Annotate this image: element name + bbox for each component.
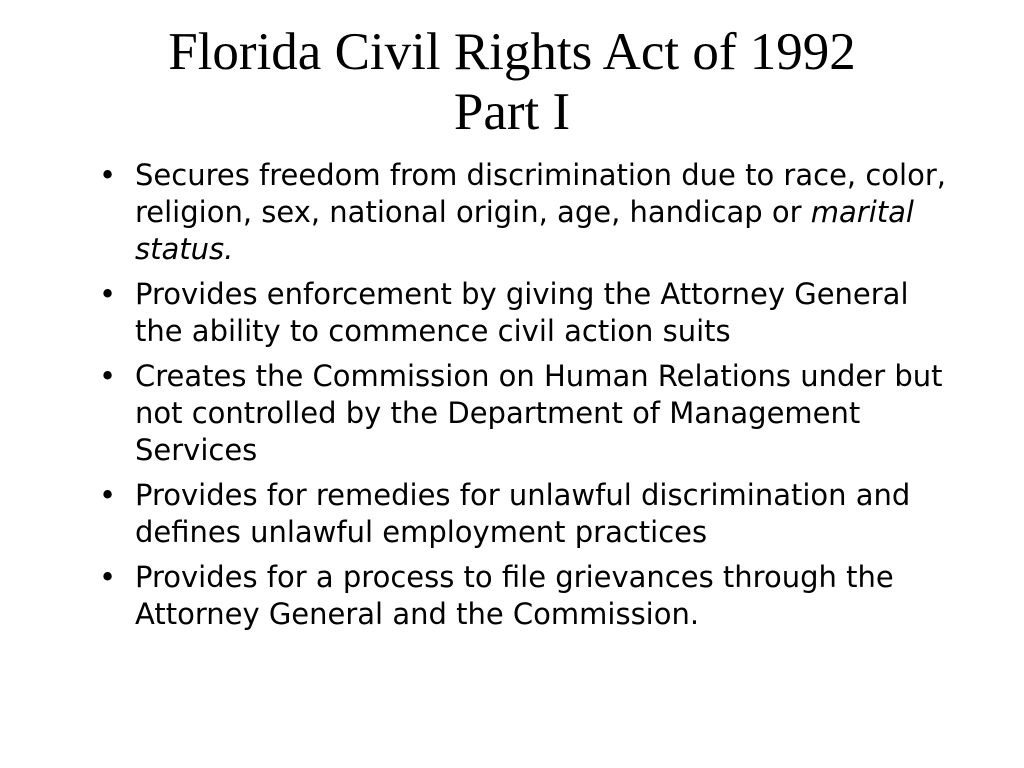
slide-title-line-2: Part I <box>453 83 571 141</box>
bullet-text: Creates the Commission on Human Relations under but not controlled by the Department of Management Services <box>135 359 943 467</box>
bullet-text: Provides for a process to file grievances through the Attorney General and the Commission. <box>135 560 894 631</box>
slide-title-line-1: Florida Civil Rights Act of 1992 <box>168 23 856 81</box>
bullet-item <box>97 477 957 551</box>
bullet-emphasis-text: marital status. <box>135 195 914 266</box>
bullet-icon: • <box>99 478 117 512</box>
bullet-text: Secures freedom from discrimination due to race, color, religion, sex, national origin, age, handicap or <box>135 158 946 229</box>
bullet-icon: • <box>99 560 117 594</box>
bullet-icon: • <box>99 158 117 192</box>
bullet-icon: • <box>99 277 117 311</box>
bullet-text: Provides enforcement by giving the Attorney General the ability to commence civil action suits <box>135 277 909 348</box>
bullet-list <box>97 157 957 641</box>
bullet-text: Provides for remedies for unlawful discrimination and defines unlawful employment practices <box>135 478 911 549</box>
bullet-icon: • <box>99 359 117 393</box>
bullet-item <box>97 276 957 350</box>
bullet-item <box>97 559 957 633</box>
bullet-item <box>97 358 957 469</box>
slide-title <box>0 22 1024 142</box>
bullet-item <box>97 157 957 268</box>
